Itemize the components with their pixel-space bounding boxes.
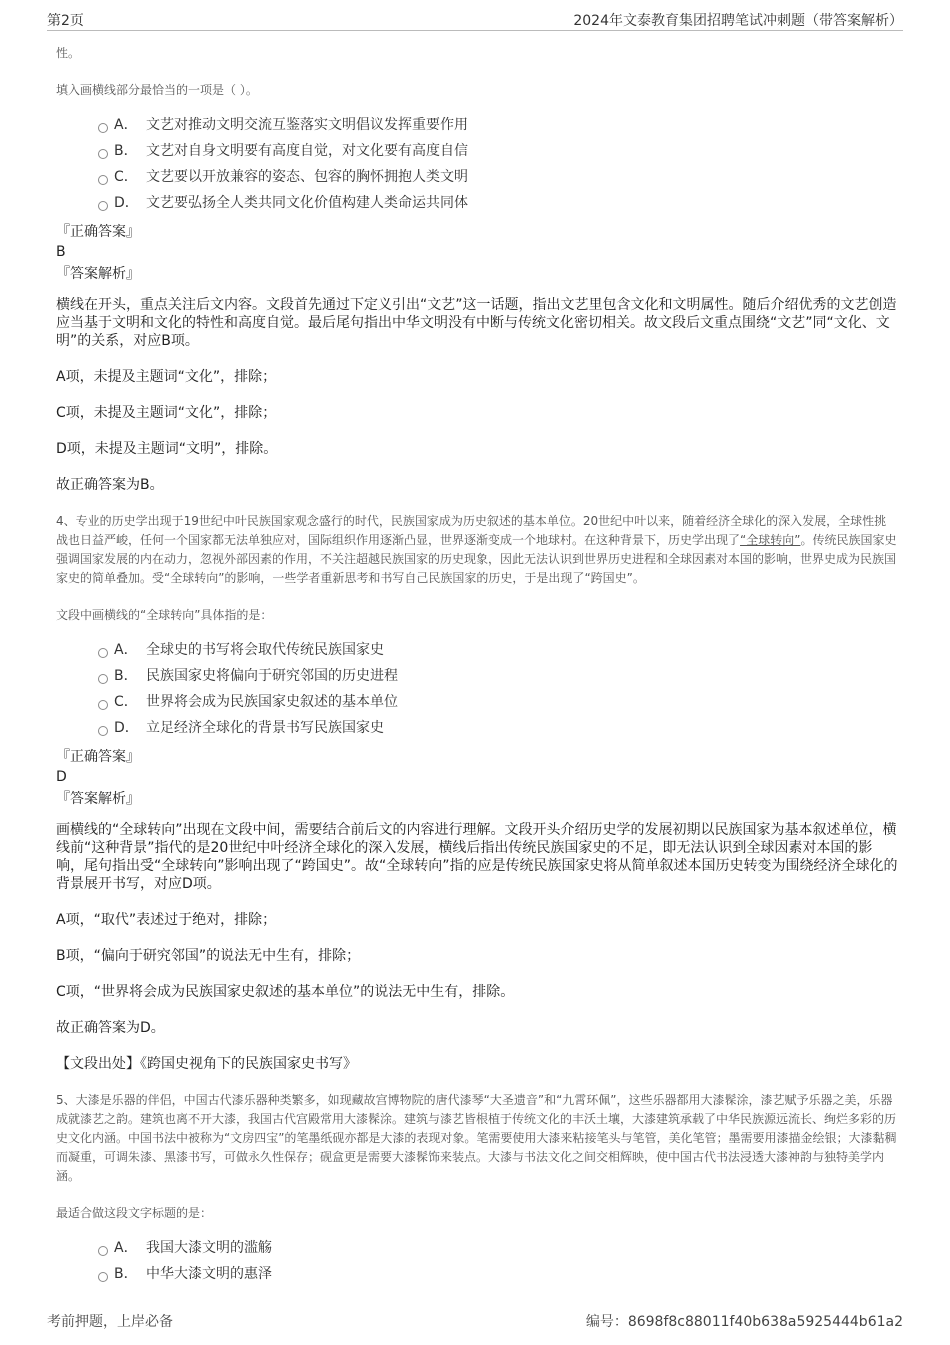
q4-passage-text-after: 。传统民族国家史强调国家发展的内在动力，忽视外部因素的作用，不关注超越民族国家的历史现象，因此无法认识到世界历史进程和全球因素对本国的影响，世界史成为民族国家史的简单叠加。受“全球转向”的影响，一些学者重新思考和书写自己民族国家的历史，于是出现了“跨国史”。 [56,533,897,585]
option-letter: B． [114,668,138,684]
q4-passage-text: 4、专业的历史学出现于19世纪中叶民族国家观念盛行的时代，民族国家成为历史叙述的基本单位。20世纪中叶以来，随着经济全球化的深入发展，全球性挑战也日益严峻，任何一个国家都无法单独应对，国际组织作用逐渐凸显，世界逐渐变成一个地球村。在这种背景下，历史学出现了 [56,514,887,547]
option-letter: A． [114,1240,138,1256]
q3-option-a[interactable] [56,114,898,140]
q3-analysis-a: A项，未提及主题词“文化”，排除； [56,369,277,385]
option-text: 文艺对自身文明要有高度自觉，对文化要有高度自信 [146,143,468,159]
q4-analysis-label: 『答案解析』 [56,791,140,807]
q3-analysis-label: 『答案解析』 [56,266,140,282]
radio-icon[interactable] [98,726,108,736]
option-letter: A． [114,117,138,133]
q3-option-b[interactable] [56,140,898,166]
radio-icon[interactable] [98,123,108,133]
option-text: 立足经济全球化的背景书写民族国家史 [146,720,384,736]
option-letter: D． [114,720,139,736]
q4-option-a[interactable] [56,639,898,665]
q4-answer-label: 『正确答案』 [56,749,140,765]
q4-options [56,639,898,743]
page-number: 第2页 [47,13,84,29]
option-letter: C． [114,694,138,710]
q4-analysis-main: 画横线的“全球转向”出现在文段中间，需要结合前后文的内容进行理解。文段开头介绍历史学的发展初期以民族国家为基本叙述单位，横线前“这种背景”指代的是20世纪中叶经济全球化的深入发展，横线后指出传统民族国家史的不足，即无法认识到全球因素对本国的影响，尾句指出受“全球转向”影响出现了“跨国史”。故“全球转向”指的应是传统民族国家史将从简单叙述本国历史转变为围绕经济全球化的背景展开书写，对应D项。 [56,822,898,892]
q3-option-d[interactable] [56,192,898,218]
q5-passage: 5、大漆是乐器的伴侣，中国古代漆乐器种类繁多，如现藏故宫博物院的唐代漆琴“大圣遗音”和“九霄环佩”，这些乐器都用大漆髹涂，漆艺赋予乐器之美，乐器成就漆艺之韵。建筑也离不开大漆，我国古代宫殿常用大漆髹涂。建筑与漆艺皆根植于传统文化的丰沃土壤，大漆建筑承载了中华民族源远流长、绚烂多彩的历史文化内涵。中国书法中被称为“文房四宝”的笔墨纸砚亦都是大漆的表现对象。笔需要使用大漆来粘接笔头与笔管，美化笔管；墨需要用漆描金绘银；大漆黏稠而凝重，可调朱漆、黑漆书写，可做永久性保存；砚盒更是需要大漆髹饰来装点。大漆与书法文化之间交相辉映，使中国古代书法浸透大漆神韵与独特美学内涵。 [56,1093,897,1183]
radio-icon[interactable] [98,201,108,211]
q3-prompt: 填入画横线部分最恰当的一项是（ ）。 [56,83,258,97]
radio-icon[interactable] [98,175,108,185]
q3-answer-label: 『正确答案』 [56,224,140,240]
option-letter: A． [114,642,138,658]
q4-answer: D [56,769,67,785]
option-text: 民族国家史将偏向于研究邻国的历史进程 [146,668,398,684]
option-text: 中华大漆文明的惠泽 [146,1266,272,1282]
option-text: 世界将会成为民族国家史叙述的基本单位 [146,694,398,710]
q4-analysis-b: B项，“偏向于研究邻国”的说法无中生有，排除； [56,948,361,964]
option-text: 文艺对推动文明交流互鉴落实文明倡议发挥重要作用 [146,117,468,133]
radio-icon[interactable] [98,674,108,684]
q3-analysis-d: D项，未提及主题词“文明”，排除。 [56,441,278,457]
q4-source: 【文段出处】《跨国史视角下的民族国家史书写》 [56,1056,357,1072]
q3-option-c[interactable] [56,166,898,192]
option-letter: D． [114,195,139,211]
option-letter: C． [114,169,138,185]
q5-options [56,1237,898,1289]
q3-answer: B [56,244,66,260]
option-text: 文艺要以开放兼容的姿态、包容的胸怀拥抱人类文明 [146,169,468,185]
document-title: 2024年文泰教育集团招聘笔试冲刺题（带答案解析） [573,13,903,29]
option-text: 我国大漆文明的滥觞 [146,1240,272,1256]
q3-continuation: 性。 [56,46,81,60]
q4-option-b[interactable] [56,665,898,691]
page-content [56,44,898,1289]
q3-conclusion: 故正确答案为B。 [56,477,164,493]
page-header [47,8,903,31]
q4-option-c[interactable] [56,691,898,717]
q5-option-b[interactable] [56,1263,898,1289]
q3-analysis-main: 横线在开头，重点关注后文内容。文段首先通过下定义引出“文艺”这一话题，指出文艺里包含文化和文明属性。随后介绍优秀的文艺创造应当基于文明和文化的特性和高度自觉。最后尾句指出中华文明没有中断与传统文化密切相关。故文段后文重点围绕“文艺”同“文化、文明”的关系，对应B项。 [56,297,897,349]
q3-analysis-c: C项，未提及主题词“文化”，排除； [56,405,277,421]
radio-icon[interactable] [98,149,108,159]
radio-icon[interactable] [98,648,108,658]
q4-option-d[interactable] [56,717,898,743]
q4-analysis-c: C项，“世界将会成为民族国家史叙述的基本单位”的说法无中生有，排除。 [56,984,515,1000]
footer-slogan: 考前押题，上岸必备 [47,1314,173,1330]
q4-analysis-a: A项，“取代”表述过于绝对，排除； [56,912,277,928]
radio-icon[interactable] [98,700,108,710]
option-text: 全球史的书写将会取代传统民族国家史 [146,642,384,658]
radio-icon[interactable] [98,1272,108,1282]
document-id: 编号：8698f8c88011f40b638a5925444b61a2 [585,1314,903,1330]
q4-passage [56,512,898,588]
q5-option-a[interactable] [56,1237,898,1263]
q4-conclusion: 故正确答案为D。 [56,1020,165,1036]
q4-underlined-phrase: “全球转向” [740,533,801,547]
q4-prompt: 文段中画横线的“全球转向”具体指的是： [56,608,273,622]
option-text: 文艺要弘扬全人类共同文化价值构建人类命运共同体 [146,195,468,211]
option-letter: B． [114,1266,138,1282]
option-letter: B． [114,143,138,159]
radio-icon[interactable] [98,1246,108,1256]
q5-prompt: 最适合做这段文字标题的是： [56,1206,213,1220]
q3-options [56,114,898,218]
